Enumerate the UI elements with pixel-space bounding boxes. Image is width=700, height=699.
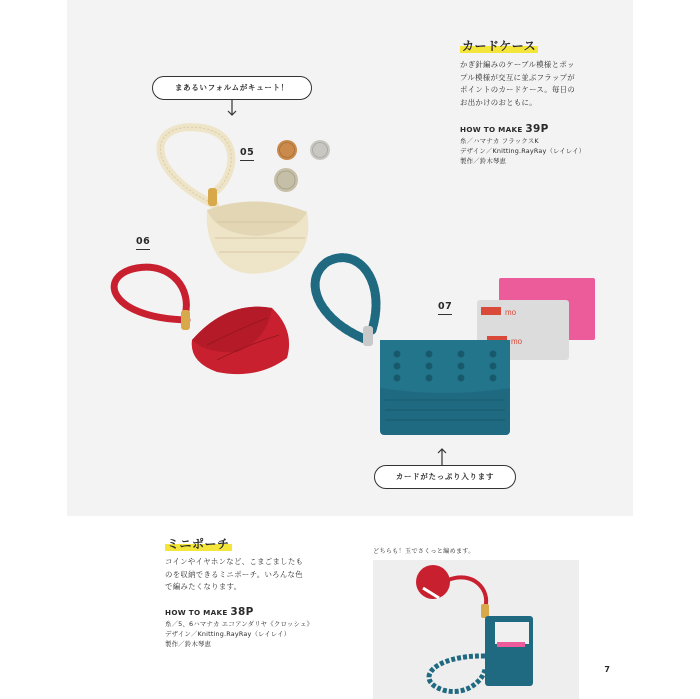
howto-label: HOW TO MAKE <box>460 125 523 134</box>
arrow-up-icon <box>437 448 447 466</box>
callout-card-fits: カードがたっぷり入ります <box>374 465 516 489</box>
inset-illustration <box>373 560 579 699</box>
mini-pouch-line-1: コインやイヤホンなど、こまごましたも <box>165 557 304 566</box>
credit-production: 製作／鈴木琴恵 <box>165 640 212 648</box>
arrow-down-icon <box>227 99 237 117</box>
page-number: 7 <box>604 665 610 674</box>
howto-page: 38P <box>230 606 254 618</box>
mini-pouch-line-2: のを収納できるミニポーチ。いろんな色 <box>165 569 303 579</box>
card-case-howto <box>460 123 549 135</box>
card-case-line-2: プル模様が交互に並ぶフラップが <box>460 72 575 82</box>
card-case-line-4: お出かけのおともに。 <box>460 97 537 107</box>
card-case-line-1: かぎ針編みのケーブル模様とポッ <box>460 60 575 69</box>
teal-card-case-image <box>315 258 510 435</box>
card-logo-2: mo <box>511 337 523 346</box>
mini-pouch-heading: ミニポーチ <box>167 537 230 551</box>
red-pouch-image <box>114 267 289 374</box>
mini-pouch-credits <box>165 619 313 649</box>
mini-pouch-howto <box>165 606 254 618</box>
mini-pouch-line-3: で編みたくなります。 <box>165 582 242 592</box>
item-number-07: 07 <box>438 301 452 315</box>
inset-photo <box>373 560 579 699</box>
howto-page: 39P <box>525 123 549 135</box>
card-case-description <box>460 59 575 109</box>
credit-design: デザイン／Knitting.RayRay（レイレイ） <box>165 630 291 638</box>
credit-yarn: 糸／ハマナカ フラックスK <box>460 137 539 145</box>
coins-image <box>274 140 330 192</box>
mini-pouch-description <box>165 556 303 594</box>
credit-yarn: 糸／5、6ハマナカ エコアンダリヤ《クロッシェ》 <box>165 620 314 628</box>
item-number-06: 06 <box>136 236 150 250</box>
callout-round-form: まあるいフォルムがキュート！ <box>152 76 312 100</box>
inset-caption: どちらも！玉でさくっと編めます。 <box>373 548 475 555</box>
credit-design: デザイン／Knitting.RayRay（レイレイ） <box>460 147 586 155</box>
card-logo-1: mo <box>505 308 517 317</box>
card-case-line-3: ポイントのカードケース。毎日の <box>460 85 576 95</box>
item-number-05: 05 <box>240 147 254 161</box>
credit-production: 製作／鈴木琴恵 <box>460 157 507 165</box>
howto-label: HOW TO MAKE <box>165 608 228 617</box>
card-case-heading: カードケース <box>462 39 537 53</box>
card-case-credits <box>460 136 585 166</box>
